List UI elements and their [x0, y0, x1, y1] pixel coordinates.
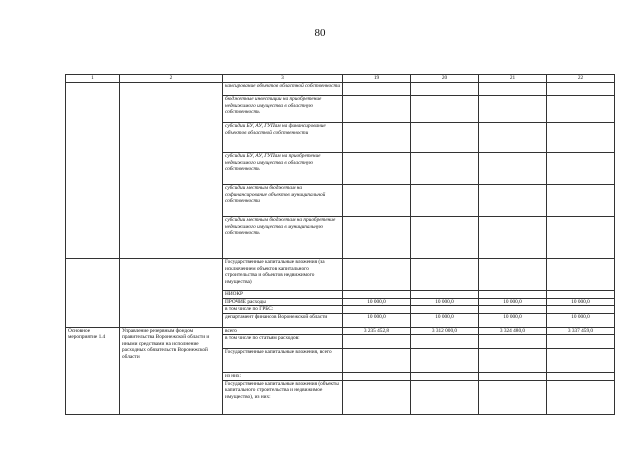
value-cell [479, 259, 547, 291]
col1-cell [66, 83, 120, 259]
value-cell [479, 96, 547, 123]
table-row [66, 259, 615, 291]
value-cell [343, 349, 411, 373]
value-cell: 3 324 480,0 [479, 327, 547, 335]
row-label: ПРОЧИЕ расходы [223, 298, 343, 306]
row-label: Государственные капитальные вложения (объекты капитального строительства и недвижимое имущество), из них: [223, 380, 343, 414]
value-cell: 3 235 452,8 [343, 327, 411, 335]
value-cell [547, 380, 615, 414]
row-label: субсидии местным бюджетам на приобретение недвижимого имущества в муниципальную собственность [223, 217, 343, 259]
value-cell [411, 291, 479, 299]
row-label: департамент финансов Воронежской области [223, 313, 343, 327]
value-cell: 10 000,0 [547, 313, 615, 327]
value-cell [547, 373, 615, 381]
value-cell [411, 153, 479, 185]
value-cell [411, 306, 479, 314]
value-cell: 10 000,0 [479, 298, 547, 306]
value-cell [411, 380, 479, 414]
row-label: субсидии местным бюджетам на софинансирование объектов муниципальной собственности [223, 185, 343, 217]
header-cell: 3 [223, 75, 343, 83]
value-cell [547, 185, 615, 217]
value-cell [479, 83, 547, 96]
value-cell: 10 000,0 [547, 298, 615, 306]
value-cell [343, 380, 411, 414]
table-row [66, 327, 615, 335]
value-cell [411, 123, 479, 153]
page-number: 80 [314, 27, 326, 39]
value-cell [411, 185, 479, 217]
value-cell [479, 373, 547, 381]
value-cell: 10 000,0 [479, 313, 547, 327]
header-cell: 20 [411, 75, 479, 83]
value-cell [479, 185, 547, 217]
value-cell: 10 000,0 [343, 298, 411, 306]
value-cell [479, 291, 547, 299]
header-cell: 1 [66, 75, 120, 83]
row-label: в том числе по статьям расходов: [223, 335, 343, 349]
value-cell: 3 337 459,0 [547, 327, 615, 335]
value-cell: 3 312 000,0 [411, 327, 479, 335]
value-cell [547, 83, 615, 96]
header-cell: 22 [547, 75, 615, 83]
value-cell [343, 83, 411, 96]
row-label: Государственные капитальные вложения, всего [223, 349, 343, 373]
header-cell: 2 [120, 75, 223, 83]
col2-cell [120, 83, 223, 259]
value-cell [343, 373, 411, 381]
value-cell [411, 259, 479, 291]
value-cell [343, 335, 411, 349]
measure-title: Управление резервным фондом правительства Воронежской области и иными средствами на исполнение расходных обязательств Воронежской области [120, 327, 223, 414]
row-label: из них: [223, 373, 343, 381]
value-cell [479, 306, 547, 314]
row-label: субсидии БУ, АУ, ГУПам на приобретение недвижимого имущества в областную собственность [223, 153, 343, 185]
value-cell [479, 217, 547, 259]
row-label: субсидии БУ, АУ, ГУПам на финансирование объектов областной собственности [223, 123, 343, 153]
value-cell [547, 349, 615, 373]
value-cell [343, 123, 411, 153]
value-cell [343, 306, 411, 314]
value-cell [411, 373, 479, 381]
header-row [66, 75, 615, 83]
value-cell [547, 306, 615, 314]
value-cell [479, 153, 547, 185]
value-cell [343, 96, 411, 123]
value-cell [411, 349, 479, 373]
row-label: всего [223, 327, 343, 335]
value-cell [479, 335, 547, 349]
value-cell [479, 349, 547, 373]
value-cell [547, 123, 615, 153]
value-cell [411, 217, 479, 259]
value-cell [479, 123, 547, 153]
row-label: бюджетные инвестиции на приобретение недвижимого имущества в областную собственность [223, 96, 343, 123]
value-cell [411, 335, 479, 349]
value-cell [343, 185, 411, 217]
col2-cell [120, 259, 223, 328]
value-cell [343, 259, 411, 291]
value-cell [411, 83, 479, 96]
value-cell [547, 96, 615, 123]
value-cell [547, 259, 615, 291]
table-row [66, 83, 615, 96]
value-cell [343, 291, 411, 299]
row-label: Государственные капитальные вложения (за исключением объектов капитального строительства и объектов недвижимого имущества) [223, 259, 343, 291]
value-cell [547, 291, 615, 299]
value-cell: 10 000,0 [343, 313, 411, 327]
header-cell: 21 [479, 75, 547, 83]
row-label: НИОКР [223, 291, 343, 299]
value-cell [343, 153, 411, 185]
header-cell: 19 [343, 75, 411, 83]
value-cell [343, 217, 411, 259]
value-cell [547, 217, 615, 259]
value-cell: 10 000,0 [411, 313, 479, 327]
value-cell [547, 153, 615, 185]
budget-table [65, 74, 615, 415]
value-cell: 10 000,0 [411, 298, 479, 306]
value-cell [411, 96, 479, 123]
col1-cell [66, 259, 120, 328]
value-cell [547, 335, 615, 349]
measure-number: Основное мероприятие 1.4 [66, 327, 120, 414]
row-label: кансирование объектов областной собственности [223, 83, 343, 96]
row-label: в том числе по ГРБС: [223, 306, 343, 314]
value-cell [479, 380, 547, 414]
